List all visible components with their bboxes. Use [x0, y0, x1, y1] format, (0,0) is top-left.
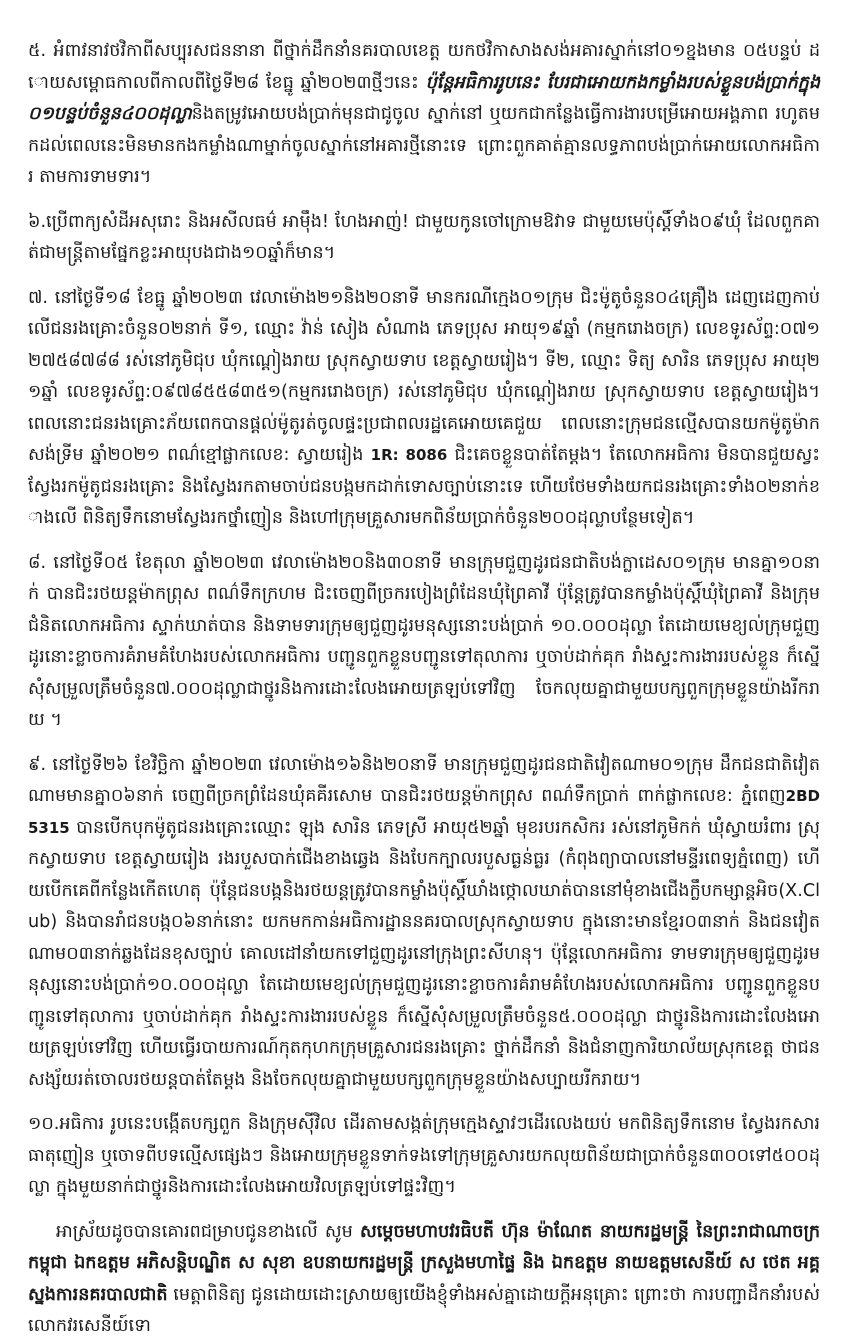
paragraph-7 [28, 283, 820, 535]
paragraph-10 [28, 1109, 820, 1204]
paragraph-5 [28, 36, 820, 194]
paragraph-9-text-a: ៩. នៅថ្ងៃទី២៦ ខែវិច្ឆិកា ឆ្នាំ២០២៣ វេលាម៉ោង១៦និង២០នាទី មានក្រុមជួញដូរជនជាតិវៀតណាម០១ក្រុម ដឹកជនជាតិវៀតណាមមានគ្នា០៦នាក់ ចេញពីច្រកព្រំដែនឃុំគគីរសោម បានជិះរថយន្តម៉ាកព្រុស ពណ៌ទឹកប្រាក់ ពាក់ផ្លាកលេខ: ភ្នំពេញ [28, 754, 820, 806]
closing-addressees: សម្តេចមហាបវរធិបតី ហ៊ុន ម៉ាណែត នាយករដ្ឋមន្ត្រី នៃព្រះរាជាណាចក្រកម្ពុជា ឯកឧត្តម អភិសន្តិបណ្ឌិត ស សុខា ឧបនាយករដ្ឋមន្ត្រី ក្រសួងមហាផ្ទៃ និង ឯកឧត្តម នាយឧត្តមសេនីយ៍ ស ថេត អគ្គស្នងការនគរបាលជាតិ [28, 1221, 820, 1305]
paragraph-6 [28, 207, 820, 270]
paragraph-9 [28, 750, 820, 1097]
paragraph-9-text-b: បានបើកបុកម៉ូតូជនរងគ្រោះឈ្មោះ ឡុង សារិន ភេទស្រី អាយុ៥២ឆ្នាំ មុខរបរកសិករ រស់នៅភូមិកក់ ឃុំស្វាយរំពារ ស្រុកស្វាយទាប ខេត្តស្វាយរៀង រងរបួសបាក់ជើងខាងឆ្វេង និងបែកក្បាលរបួសធ្ងន់ធ្ងរ (កំពុងព្យាបាលនៅមន្ទីរពេទ្យភ្នំពេញ) ហើយបើកគេពីកន្លែងកើតហេតុ ប៉ុន្តែជនបង្កនិងរថយន្តត្រូវបានកម្លាំងប៉ុស្តិ៍ឃាំងថ្កោលឃាត់បាននៅមុំខាងជើងក្លឹបកម្សាន្តអិច(X.Club) និងបានរាំជនបង្ក០៦នាក់នោះ យកមកកាន់អធិការដ្ឋាននគរបាលស្រុកស្វាយទាប ក្នុងនោះមានខ្មែរ០៣នាក់ និងជនវៀតណាម០៣នាក់ឆ្លងដែនខុសច្បាប់ គោលដៅនាំយកទៅជួញដូរនៅក្រុងព្រះសីហនុ។ ប៉ុន្តែលោកអធិការ ទាមទារក្រុមឲ្យជួញដូរមនុស្សនោះបង់ប្រាក់១០.០០០ដុល្លា តែដោយមេខ្យល់ក្រុមជួញដូរនោះខ្លាចការគំរាមគំហែងរបស់លោកអធិការ បញ្ជូនពួកខ្លួនបញ្ជូនទៅតុលាការ ឬចាប់ដាក់គុក រាំងស្ទះការងាររបស់ខ្លួន ក៏ស្នើសុំសម្រួលត្រឹមចំនួន៥.០០០ដុល្លា ជាថ្នូរនិងការដោះលែងអោយត្រឡប់ទៅវិញ ហើយធ្វើរបាយការណ៍កុតកុហកក្រុមគ្រួសារជនរងគ្រោះ ថ្នាក់ដឹកនាំ និងជំនាញការិយាល័យស្រុកខេត្ត ថាជនសង្ស័យរត់ចោលរថយន្តបាត់តែម្តង និងចែកលុយគ្នាជាមួយបក្សពួកក្រុមខ្លួនយ៉ាងសប្បាយរីករាយ។ [28, 817, 820, 1090]
paragraph-5-text-b: និងតម្រូវអោយបង់ប្រាក់មុនជាជូចូល ស្នាក់នៅ ឬយកជាកន្លែងធ្វើការងារបម្រើអោយអង្គភាព រហូតមកដល់ពេលនេះមិនមានកងកម្លាំងណាម្នាក់ចូលស្នាក់នៅអគារថ្មីនោះទេ ព្រោះពួកគាត់គ្មានលទ្ធភាពបង់ប្រាក់អោយលោកអធិការ តាមការទាមទារ។ [28, 104, 820, 187]
paragraph-8-text: ៨. នៅថ្ងៃទី០៥ ខែតុលា ឆ្នាំ២០២៣ វេលាម៉ោង២០និង៣០នាទី មានក្រុមជួញដូរជនជាតិបង់ក្លាដេស០១ក្រុម មានគ្នា១០នាក់ បានជិះរថយន្តម៉ាកព្រុស ពណ៌ទឹកក្រហម ជិះចេញពីច្រករបៀងព្រំដែនឃុំព្រៃគាវី ប៉ុន្តែត្រូវបានកម្លាំងប៉ុស្តិ៍ឃុំព្រៃគាវី និងក្រុមជំនិតលោកអធិការ ស្ទាក់ឃាត់បាន និងទាមទារក្រុមឲ្យជួញដូរមនុស្សនោះបង់ប្រាក់ ១០.០០០ដុល្លា តែដោយមេខ្យល់ក្រុមជួញដូរនោះខ្លាចការគំរាមគំហែងរបស់លោកអធិការ បញ្ជូនពួកខ្លួនបញ្ជូនទៅតុលាការ ឬចាប់ដាក់គុក រាំងស្ទះការងាររបស់ខ្លួន ក៏ស្នើសុំសម្រួលត្រឹមចំនួន៧.០០០ដុល្លាជាថ្នូរនិងការដោះលែងអោយត្រឡប់ទៅវិញ ចែកលុយគ្នាជាមួយបក្សពួកក្រុមខ្លួនយ៉ាងរីករាយ ។ [28, 552, 820, 730]
paragraph-7-text-b: ជិះគេចខ្លួនបាត់តែម្តង។ តែលោកអធិការ មិនបានជួយស្វះស្វែងរកម៉ូតូជនរងគ្រោះ និងស្វែងរកតាមចាប់ជនបង្កមកដាក់ទោសច្បាប់នោះទេ ហើយថែមទាំងយកជនរងគ្រោះទាំង០២នាក់ខាងលើ ពិនិត្យទឹកនោមស្វែងរកថ្នាំញៀន និងហៅក្រុមគ្រួសារមកពិន័យប្រាក់ចំនួន២០០ដុល្លាបន្ថែមទៀត។ [28, 445, 820, 528]
paragraph-9-plate-number: 2BD 5315 [28, 787, 820, 837]
closing-text-a: អាស្រ័យដូចបានគោរពជម្រាបជូនខាងលើ សូម [56, 1221, 360, 1242]
paragraph-5-emphasis: ប៉ុន្តែអធិការរូបនេះ បែរជាអោយកងកម្លាំងរបស់ខ្លួនបង់ប្រាក់ក្នុង០១បន្ទប់ចំនួន៤០០ដុល្លា [28, 72, 820, 124]
paragraph-10-text: ១០.អធិការ រូបនេះបង្កើតបក្សពួក និងក្រុមស៊ីវិល ដើរតាមសង្កត់ក្រុមក្មេងស្ទាវៗដើរលេងយប់ មកពិនិត្យទឹកនោម ស្វែងរកសារធាតុញៀន ឬចោទពីបទល្មើសផ្សេងៗ និងអោយក្រុមខ្លួនទាក់ទងទៅក្រុមគ្រួសារយកលុយពិន័យជាប្រាក់ចំនួន៣០០ទៅ៥០០ដុល្លា ក្នុងមួយនាក់ជាថ្នូរនិងការដោះលែងអោយវិលត្រឡប់ទៅផ្ទះវិញ។ [28, 1114, 820, 1197]
paragraph-6-text: ៦.ប្រើពាក្យសំដីអសុរោះ និងអសីលធម៌ អាម៉ឹង! ហែងអាញ់! ជាមួយកូនចៅក្រោមឱវាទ ជាមួយមេប៉ុស្តិ៍ទាំង០៩ឃុំ ដែលពួកគាត់ជាមន្ត្រីតាមផ្នែកខ្លះអាយុបងជាង១០ឆ្នាំក៏មាន។ [28, 211, 820, 263]
paragraph-7-text-a: ៧. នៅថ្ងៃទី១៨ ខែធ្នូ ឆ្នាំ២០២៣ វេលាម៉ោង២១និង២០នាទី មានករណីក្មេង០១ក្រុម ជិះម៉ូតូចំនួន០៤គ្រឿង ដេញដេញកាប់លើជនរងគ្រោះចំនួន០២នាក់ ទី១, ឈ្មោះ វ៉ាន់ សៀង សំណាង ភេទប្រុស អាយុ១៩ឆ្នាំ (កម្មករោងចក្រ) លេខទូរស័ព្ទ:០៧១២៧៥៨៧៨៨ រស់នៅភូមិជុប ឃុំកណ្តៀងរាយ ស្រុកស្វាយទាប ខេត្តស្វាយរៀង។ ទី២, ឈ្មោះ ទិត្យ សារិន ភេទប្រុស អាយុ២១ឆ្នាំ លេខទូរស័ព្ទ:០៩៧៨៥៥៨៣៥១(កម្មកររោងចក្រ) រស់នៅភូមិជុប ឃុំកណ្តៀងរាយ ស្រុកស្វាយទាប ខេត្តស្វាយរៀង។ ពេលនោះជនរងគ្រោះភ័យពេកបានផ្តល់ម៉ូតូរត់ចូលផ្ទះប្រជាពលរដ្ឋគេអោយគេជួយ ពេលនោះក្រុមជនល្មើសបានយកម៉ូតូម៉ាកសង់ទ្រីម ឆ្នាំ២០២១ ពណ៌ខ្មៅផ្លាកលេខ: ស្វាយរៀង [28, 287, 820, 465]
paragraph-5-text-a: ៥. អំពាវនាវថវិកាពីសប្បុរសជននានា ពីថ្នាក់ដឹកនាំនគរបាលខេត្ត យកថវិកាសាងសង់អគារស្នាក់នៅ០១ខ្នងមាន ០៥បន្ទប់ ដោយសម្ពោធកាលពីកាលពីថ្ងៃទី២៨ ខែធ្នូ ឆ្នាំ២០២៣ថ្មីៗនេះ [28, 41, 820, 93]
closing-text-b: មេត្តាពិនិត្យ ជូនដោយដោះស្រាយឲ្យយើងខ្ញុំទាំងអស់គ្នាដោយក្តីអនុគ្រោះ ព្រោះថា ការបញ្ជាដឹកនាំរបស់លោកវរសេនីយ៍ទោ [28, 1284, 820, 1336]
paragraph-8 [28, 548, 820, 737]
paragraph-7-plate-number: 1R: 8086 [370, 446, 448, 464]
